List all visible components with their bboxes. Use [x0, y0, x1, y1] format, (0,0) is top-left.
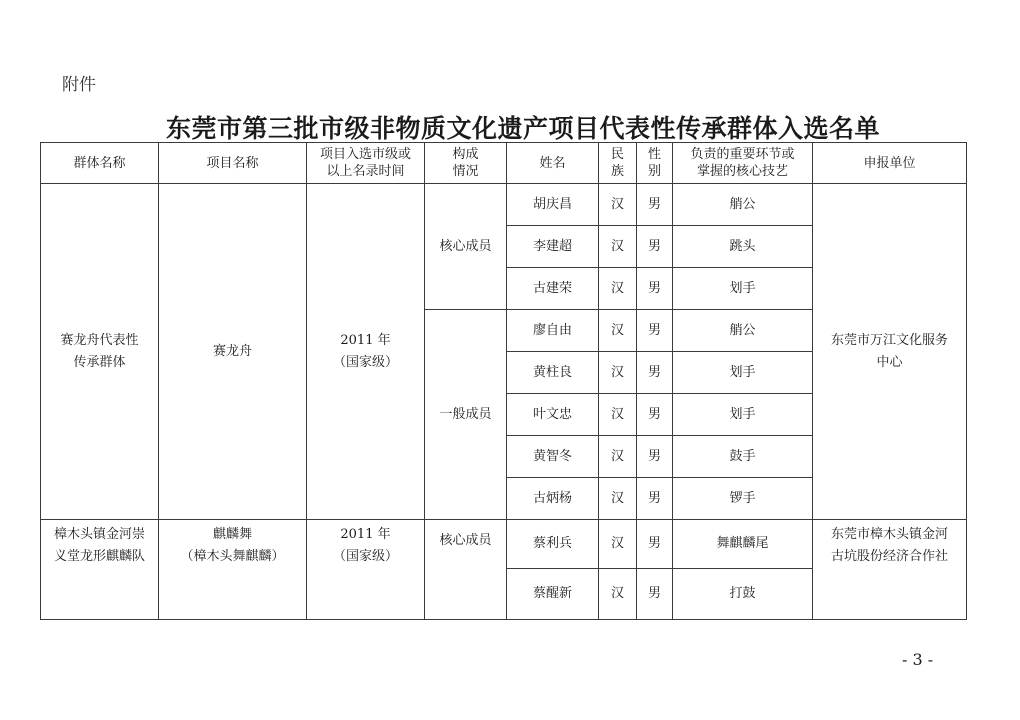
member-ethnicity: 汉: [599, 436, 637, 478]
member-gender: 男: [637, 520, 673, 569]
member-ethnicity: 汉: [599, 352, 637, 394]
table-row: [41, 184, 967, 226]
composition-core-cell: 核心成员: [425, 184, 507, 310]
member-name: 古炳杨: [507, 478, 599, 520]
project-name-cell: 赛龙舟: [159, 184, 307, 520]
header-core-skill: 负责的重要环节或 掌握的核心技艺: [673, 143, 813, 184]
applicant-unit-cell: 东莞市樟木头镇金河 古坑股份经济合作社: [813, 520, 967, 620]
member-name: 古建荣: [507, 268, 599, 310]
member-role: 划手: [673, 352, 813, 394]
member-role: 打鼓: [673, 569, 813, 620]
member-gender: 男: [637, 394, 673, 436]
member-gender: 男: [637, 268, 673, 310]
member-role: 舞麒麟尾: [673, 520, 813, 569]
member-gender: 男: [637, 478, 673, 520]
member-gender: 男: [637, 226, 673, 268]
member-name: 叶文忠: [507, 394, 599, 436]
member-role: 跳头: [673, 226, 813, 268]
member-ethnicity: 汉: [599, 520, 637, 569]
member-name: 蔡利兵: [507, 520, 599, 569]
inheritance-group-table: [40, 142, 967, 620]
table-row: [41, 520, 967, 569]
listing-time-cell: 2011 年 （国家级）: [307, 184, 425, 520]
header-name: 姓名: [507, 143, 599, 184]
project-name-cell: 麒麟舞 （樟木头舞麒麟）: [159, 520, 307, 620]
table-header-row: [41, 143, 967, 184]
header-ethnicity: 民 族: [599, 143, 637, 184]
member-gender: 男: [637, 310, 673, 352]
member-name: 蔡醒新: [507, 569, 599, 620]
member-gender: 男: [637, 569, 673, 620]
listing-time-cell: 2011 年 （国家级）: [307, 520, 425, 620]
member-role: 锣手: [673, 478, 813, 520]
member-gender: 男: [637, 184, 673, 226]
applicant-unit-cell: 东莞市万江文化服务 中心: [813, 184, 967, 520]
document-title: 东莞市第三批市级非物质文化遗产项目代表性传承群体入选名单: [165, 114, 880, 143]
member-ethnicity: 汉: [599, 310, 637, 352]
member-role: 划手: [673, 394, 813, 436]
member-role: 艄公: [673, 184, 813, 226]
header-project-name: 项目名称: [159, 143, 307, 184]
member-ethnicity: 汉: [599, 226, 637, 268]
member-role: 划手: [673, 268, 813, 310]
member-ethnicity: 汉: [599, 569, 637, 620]
header-gender: 性 别: [637, 143, 673, 184]
member-name: 黄智冬: [507, 436, 599, 478]
page-number: - 3 -: [902, 650, 934, 669]
composition-core-cell: 核心成员: [425, 520, 507, 620]
group-name-cell: 赛龙舟代表性 传承群体: [41, 184, 159, 520]
header-group-name: 群体名称: [41, 143, 159, 184]
member-name: 黄柱良: [507, 352, 599, 394]
header-listing-time: 项目入选市级或 以上名录时间: [307, 143, 425, 184]
member-gender: 男: [637, 352, 673, 394]
composition-general-cell: 一般成员: [425, 310, 507, 520]
member-ethnicity: 汉: [599, 184, 637, 226]
member-ethnicity: 汉: [599, 268, 637, 310]
header-composition: 构成 情况: [425, 143, 507, 184]
attachment-label: 附件: [62, 75, 96, 95]
member-role: 艄公: [673, 310, 813, 352]
member-name: 廖自由: [507, 310, 599, 352]
member-ethnicity: 汉: [599, 478, 637, 520]
header-applicant-unit: 申报单位: [813, 143, 967, 184]
member-gender: 男: [637, 436, 673, 478]
group-name-cell: 樟木头镇金河崇 义堂龙形麒麟队: [41, 520, 159, 620]
member-role: 鼓手: [673, 436, 813, 478]
member-name: 胡庆昌: [507, 184, 599, 226]
member-ethnicity: 汉: [599, 394, 637, 436]
member-name: 李建超: [507, 226, 599, 268]
